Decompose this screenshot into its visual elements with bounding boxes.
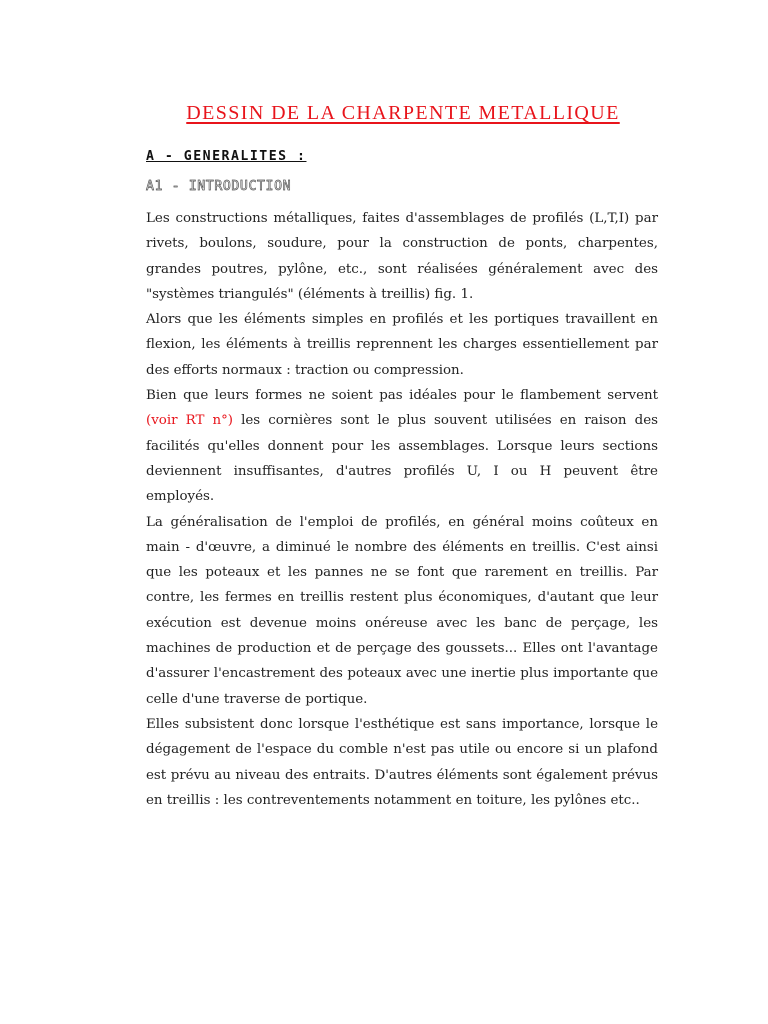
section-heading-generalites: A - GENERALITES :	[146, 149, 307, 164]
reference-link: (voir RT n°)	[146, 413, 234, 429]
paragraph-3-text-start: Bien que leurs formes ne soient pas idéales pour le flambement servent	[146, 388, 658, 404]
subsection-heading-introduction: A1 - INTRODUCTION	[146, 179, 292, 194]
body-text	[146, 206, 658, 813]
paragraph-3	[146, 383, 658, 509]
paragraph-5: Elles subsistent donc lorsque l'esthétique est sans importance, lorsque le dégagement de l'espace du comble n'est pas utile ou encore si un plafond est prévu au niveau des entraits. D'autres éléments sont également prévus en treillis : les contreventements notamment en toiture, les pylônes etc..	[146, 716, 658, 808]
paragraph-2: Alors que les éléments simples en profilés et les portiques travaillent en flexion, les éléments à treillis reprennent les charges essentiellement par des efforts normaux : traction ou compression.	[146, 312, 658, 378]
paragraph-3-text-end: les cornières sont le plus souvent utilisées en raison des facilités qu'elles donnent pour les assemblages. Lorsque leurs sections deviennent insuffisantes, d'autres profilés U, I ou H peuvent être employés.	[146, 413, 658, 505]
paragraph-1: Les constructions métalliques, faites d'assemblages de profilés (L,T,I) par rivets, boulons, soudure, pour la construction de ponts, charpentes, grandes poutres, pylône, etc., sont réalisées généralement avec des "systèmes triangulés" (éléments à treillis) fig. 1.	[146, 211, 658, 302]
document-title: DESSIN DE LA CHARPENTE METALLIQUE	[186, 102, 620, 124]
paragraph-4: La généralisation de l'emploi de profilés, en général moins coûteux en main - d'œuvre, a diminué le nombre des éléments en treillis. C'est ainsi que les poteaux et les pannes ne se font que rarement en treillis. Par contre, les fermes en treillis restent plus économiques, d'autant que leur exécution est devenue moins onéreuse avec les banc de perçage, les machines de production et de perçage des goussets... Elles ont l'avantage d'assurer l'encastrement des poteaux avec une inertie plus importante que celle d'une traverse de portique.	[146, 514, 658, 707]
